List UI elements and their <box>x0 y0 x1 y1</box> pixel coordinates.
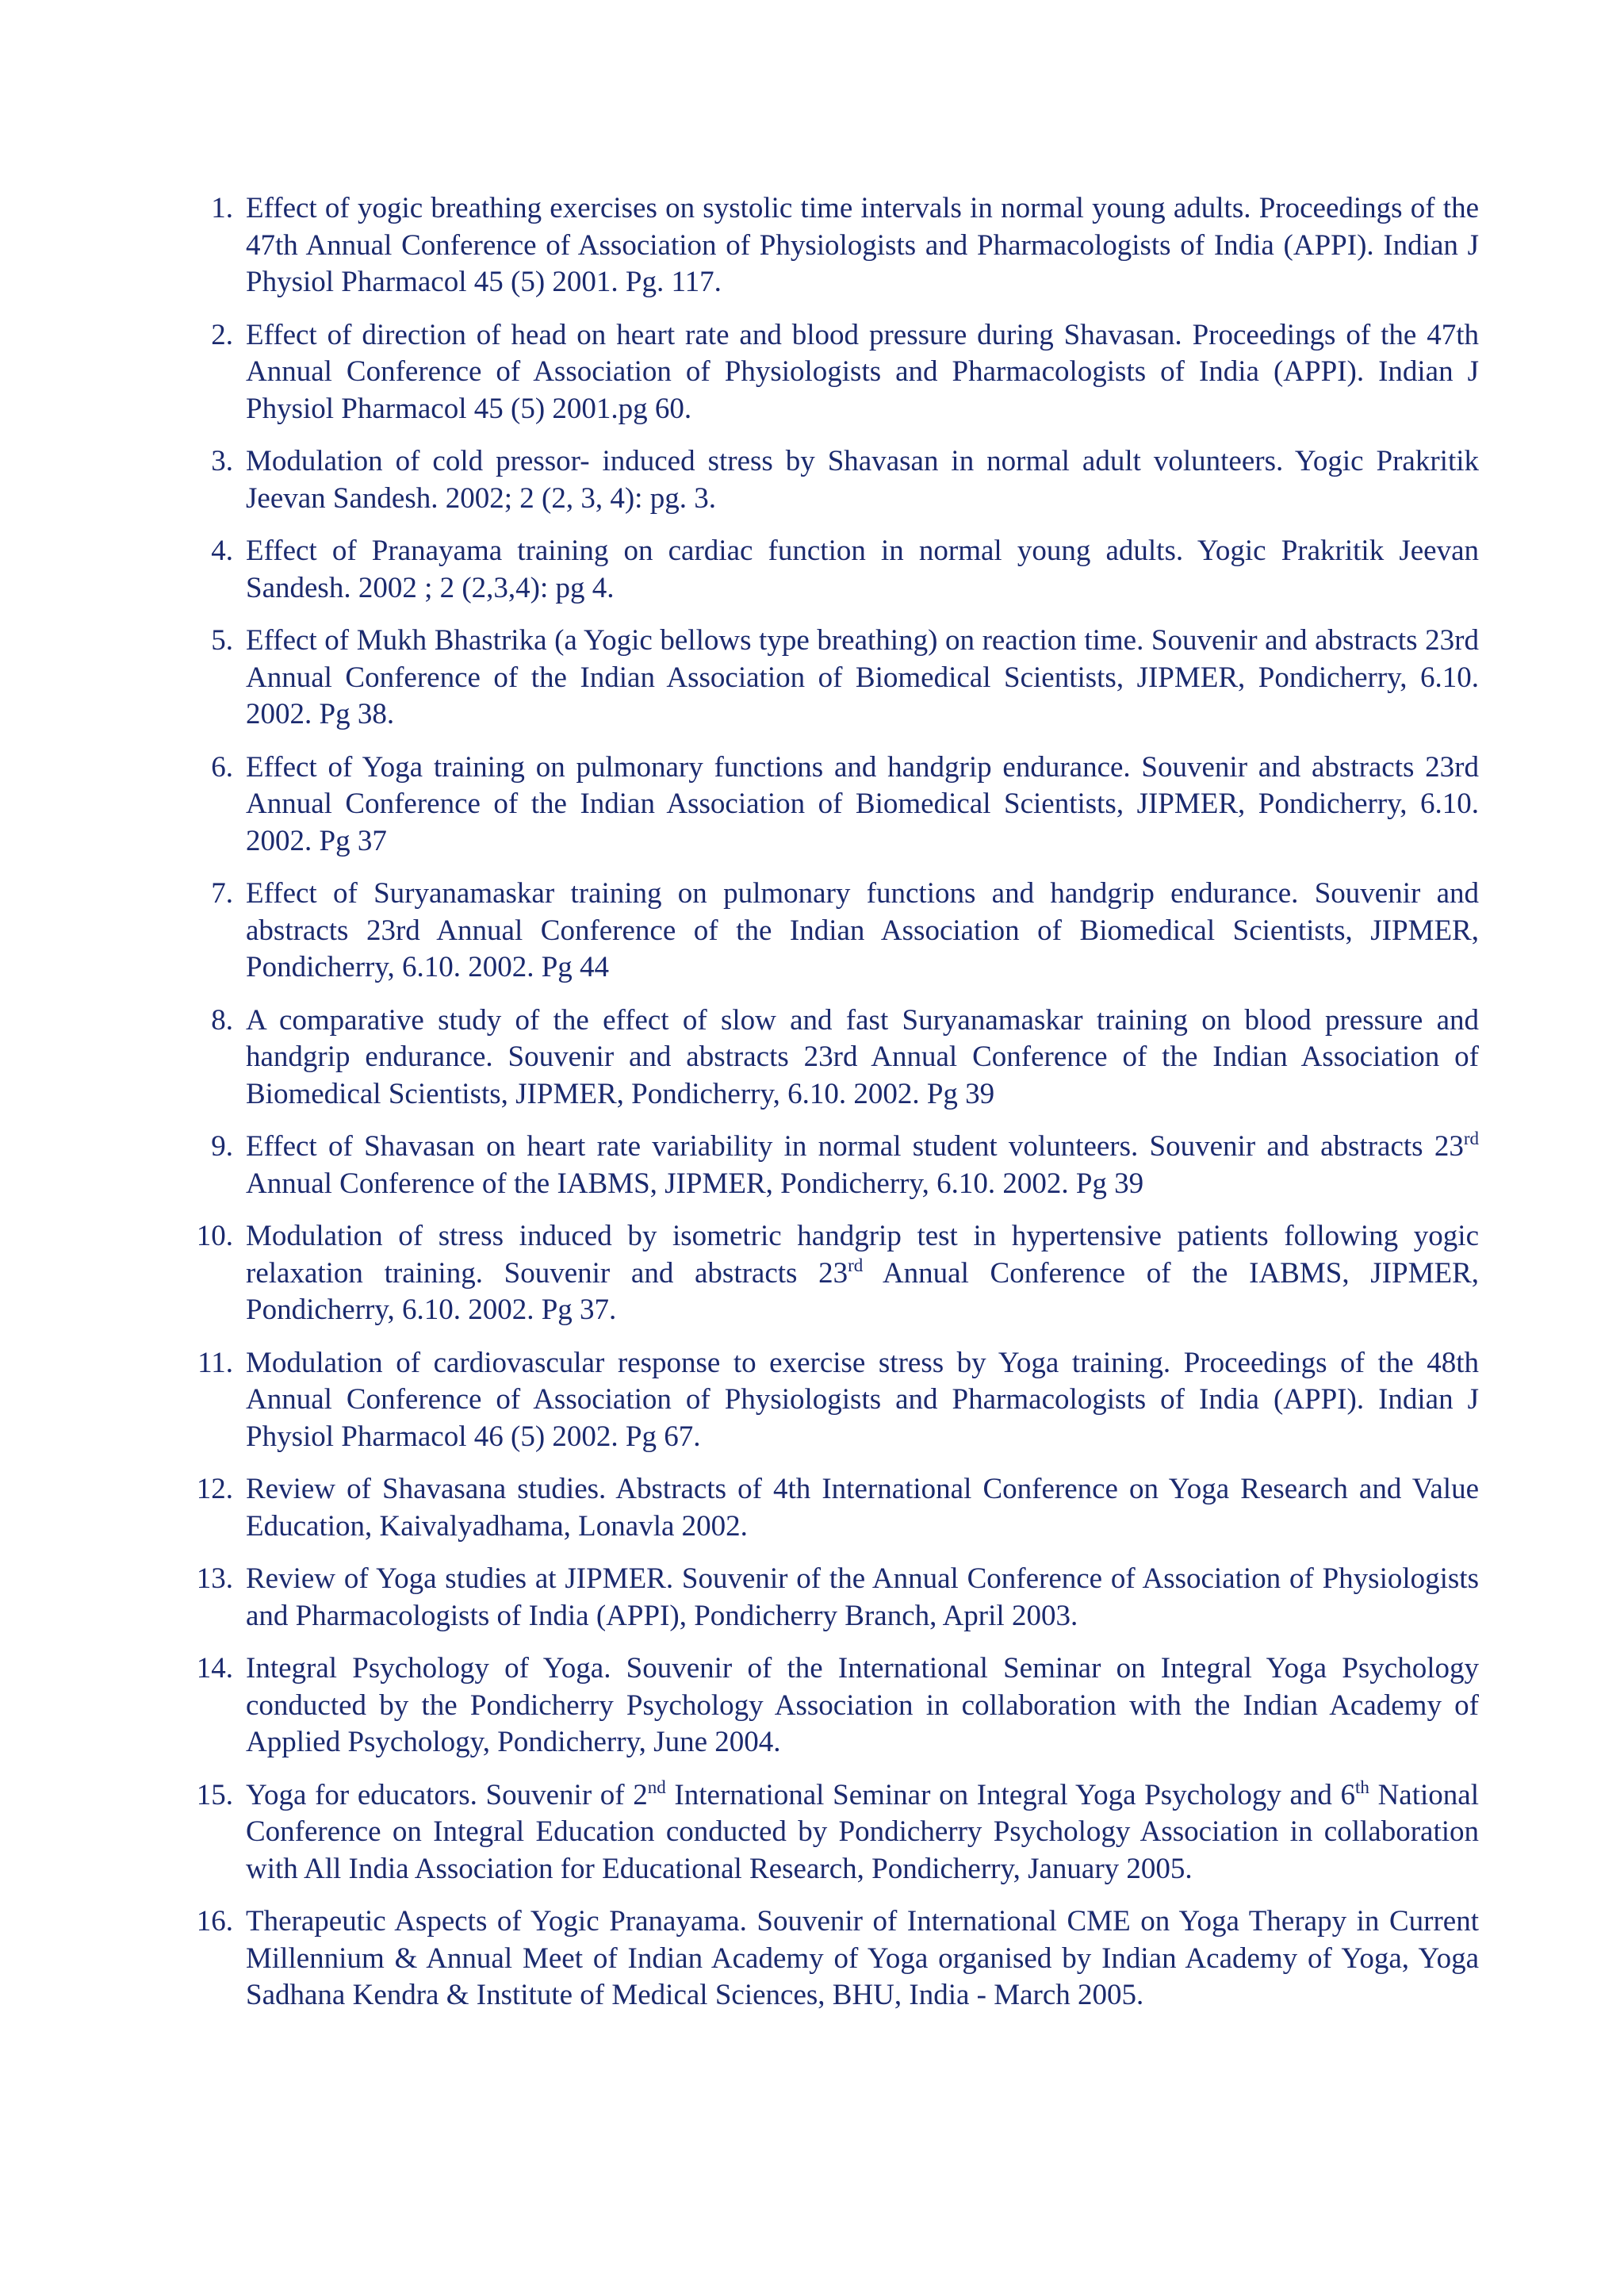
reference-item-5 <box>182 623 1479 734</box>
reference-number: 4. <box>211 535 233 567</box>
reference-number: 8. <box>211 1003 233 1037</box>
reference-text: Effect of yogic breathing exercises on systolic time intervals in normal young adults. Proceedings of the 47th Annual Conference of Association of Physiologists and Pharmacologists of India (APPI). Indian J Physiol Pharmacol 45 (5) 2001. Pg. 117. <box>246 192 1479 298</box>
ordinal-suffix: rd <box>1463 1129 1479 1148</box>
reference-item-4 <box>182 533 1479 607</box>
reference-text-part: Modulation of stress induced by isometric handgrip test in hypertensive patients following yogic relaxation training. Souvenir and abstracts 23 <box>246 1220 1479 1290</box>
ordinal-suffix: nd <box>647 1777 666 1797</box>
reference-item-11 <box>182 1345 1479 1456</box>
reference-item-12 <box>182 1471 1479 1545</box>
reference-text-part: National Conference on Integral Education conducted by Pondicherry Psychology Association in collaboration with All India Association for Educational Research, Pondicherry, January 2005. <box>246 1778 1479 1885</box>
reference-item-3 <box>182 443 1479 517</box>
reference-number: 3. <box>211 445 233 477</box>
reference-text-part: Annual Conference of the IABMS, JIPMER, Pondicherry, 6.10. 2002. Pg 39 <box>246 1167 1144 1200</box>
reference-text <box>246 1777 1479 1888</box>
reference-item-13 <box>182 1561 1479 1635</box>
reference-number: 7. <box>211 877 233 910</box>
reference-list <box>182 190 1479 2030</box>
reference-text <box>246 1218 1479 1329</box>
reference-text <box>246 1129 1479 1202</box>
reference-text: Integral Psychology of Yoga. Souvenir of the International Seminar on Integral Yoga Psychology conducted by the Pondicherry Psychology Association in collaboration with the Indian Academy of Applied Psychology, Pondicherry, June 2004. <box>246 1652 1479 1758</box>
reference-text: Effect of direction of head on heart rate and blood pressure during Shavasan. Proceedings of the 47th Annual Conference of Association of Physiologists and Pharmacologists of India (APPI). Indian J Physiol Pharmacol 45 (5) 2001.pg 60. <box>246 318 1479 425</box>
ordinal-suffix: th <box>1355 1777 1369 1797</box>
reference-text: Review of Shavasana studies. Abstracts of 4th International Conference on Yoga Research and Value Education, Kaivalyadhama, Lonavla 2002. <box>246 1473 1479 1543</box>
reference-text-part: Effect of Shavasan on heart rate variability in normal student volunteers. Souvenir and abstracts 23 <box>246 1130 1464 1163</box>
reference-number: 15. <box>196 1778 233 1811</box>
reference-text-part: International Seminar on Integral Yoga Psychology and 6 <box>665 1778 1356 1811</box>
reference-number: 16. <box>196 1905 233 1938</box>
reference-text: Modulation of cold pressor- induced stress by Shavasan in normal adult volunteers. Yogic Prakritik Jeevan Sandesh. 2002; 2 (2, 3, 4): pg. 3. <box>246 445 1479 515</box>
reference-item-2 <box>182 317 1479 428</box>
reference-number: 1. <box>211 192 233 224</box>
reference-item-1 <box>182 190 1479 301</box>
reference-number: 14. <box>196 1652 233 1685</box>
reference-text: Effect of Pranayama training on cardiac function in normal young adults. Yogic Prakritik Jeevan Sandesh. 2002 ; 2 (2,3,4): pg 4. <box>246 535 1479 604</box>
reference-text: Effect of Yoga training on pulmonary functions and handgrip endurance. Souvenir and abstracts 23rd Annual Conference of the Indian Association of Biomedical Scientists, JIPMER, Pondicherry, 6.10. 2002. Pg 37 <box>246 750 1479 857</box>
reference-item-14 <box>182 1650 1479 1761</box>
reference-text: Review of Yoga studies at JIPMER. Souvenir of the Annual Conference of Association of Physiologists and Pharmacologists of India (APPI), Pondicherry Branch, April 2003. <box>246 1562 1479 1632</box>
reference-text: Effect of Mukh Bhastrika (a Yogic bellows type breathing) on reaction time. Souvenir and abstracts 23rd Annual Conference of the Indian Association of Biomedical Scientists, JIPMER, Pondicherry, 6.10. 2002. Pg 38. <box>246 624 1479 730</box>
reference-item-6 <box>182 749 1479 861</box>
reference-number: 11. <box>197 1346 233 1379</box>
reference-text: Modulation of cardiovascular response to exercise stress by Yoga training. Proceedings of the 48th Annual Conference of Association of Physiologists and Pharmacologists of India (APPI). Indian J Physiol Pharmacol 46 (5) 2002. Pg 67. <box>246 1346 1479 1453</box>
reference-item-15 <box>182 1777 1479 1888</box>
reference-number: 13. <box>196 1562 233 1595</box>
reference-number: 10. <box>196 1220 233 1252</box>
ordinal-suffix: rd <box>848 1255 864 1275</box>
reference-number: 9. <box>211 1130 233 1163</box>
reference-item-8 <box>182 1002 1479 1114</box>
reference-number: 5. <box>211 624 233 657</box>
reference-text: Therapeutic Aspects of Yogic Pranayama. Souvenir of International CME on Yoga Therapy in Current Millennium & Annual Meet of Indian Academy of Yoga organised by Indian Academy of Yoga, Yoga Sadhana Kendra & Institute of Medical Sciences, BHU, India - March 2005. <box>246 1905 1479 2011</box>
reference-text: A comparative study of the effect of slow and fast Suryanamaskar training on blood pressure and handgrip endurance. Souvenir and abstracts 23rd Annual Conference of the Indian Association of Biomedical Scientists, JIPMER, Pondicherry, 6.10. 2002. Pg 39 <box>246 1003 1479 1110</box>
reference-item-7 <box>182 876 1479 987</box>
reference-item-16 <box>182 1903 1479 2014</box>
reference-item-10 <box>182 1218 1479 1329</box>
reference-text: Effect of Suryanamaskar training on pulmonary functions and handgrip endurance. Souvenir and abstracts 23rd Annual Conference of the Indian Association of Biomedical Scientists, JIPMER, Pondicherry, 6.10. 2002. Pg 44 <box>246 877 1479 983</box>
reference-text-part: Annual Conference of the IABMS, JIPMER, Pondicherry, 6.10. 2002. Pg 37. <box>246 1256 1479 1326</box>
reference-number: 2. <box>211 318 233 351</box>
reference-item-9 <box>182 1129 1479 1202</box>
reference-number: 6. <box>211 750 233 784</box>
reference-number: 12. <box>196 1473 233 1505</box>
reference-text-part: Yoga for educators. Souvenir of 2 <box>246 1778 648 1811</box>
